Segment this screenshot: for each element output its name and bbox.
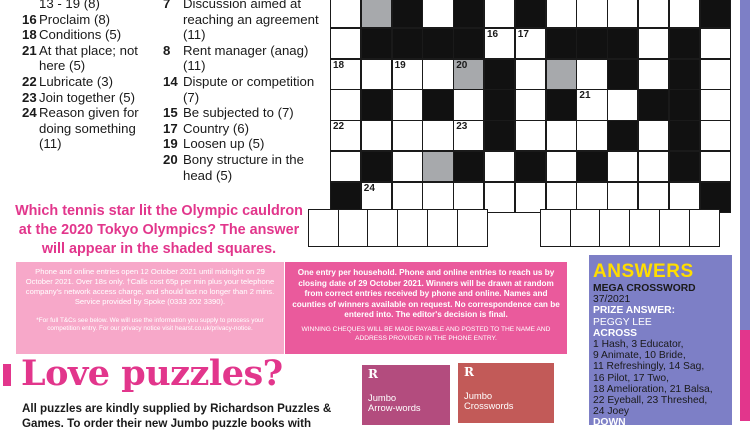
grid-cell-black — [607, 28, 638, 59]
publisher-logo-icon: R — [368, 367, 378, 381]
grid-cell[interactable] — [607, 0, 638, 28]
answer-letter-box[interactable] — [689, 209, 720, 247]
answer-line: 9 Animate, 10 Bride, — [593, 350, 686, 362]
grid-cell-number: 22 — [333, 121, 345, 133]
clue-number: 7 — [163, 0, 171, 11]
clue-number: 15 — [163, 105, 178, 121]
clue-item — [22, 90, 160, 106]
grid-cell-black — [361, 28, 392, 59]
answer-line: 1 Hash, 3 Educator, — [593, 339, 684, 351]
grid-cell[interactable] — [484, 182, 515, 213]
clue-text: Rent manager (anag) (11) — [183, 42, 309, 74]
answer-line: 22 Eyeball, 23 Threshed, — [593, 395, 708, 407]
grid-cell-black — [484, 59, 515, 90]
clue-item — [163, 74, 323, 105]
book-title-line-2: Arrow-words — [368, 402, 421, 414]
grid-cell-shaded[interactable] — [422, 151, 453, 182]
heading-bullet — [3, 364, 11, 386]
entry-info-text: Phone and online entries open 12 October 2021 until midnight on 29 October 2021. Over 18s only. †Calls cost 65p per min plus your telephone company's network access charge, and should last no longer than 2 mins. Service provided by Spoke (0333 202 3390). — [25, 267, 275, 306]
answer-letter-box[interactable] — [427, 209, 458, 247]
clue-text: Join together (5) — [39, 89, 136, 105]
grid-cell-number: 17 — [517, 28, 529, 40]
answer-line: 11 Refreshingly, 14 Sag, — [593, 361, 705, 373]
clue-text: Discussion aimed at reaching an agreement (11) — [183, 0, 319, 43]
grid-cell[interactable] — [515, 59, 546, 90]
grid-cell-black — [546, 89, 577, 120]
grid-cell[interactable] — [546, 151, 577, 182]
grid-cell[interactable] — [392, 59, 423, 90]
grid-cell-black — [361, 89, 392, 120]
grid-cell[interactable] — [422, 0, 453, 28]
grid-cell[interactable] — [515, 120, 546, 151]
grid-cell-black — [392, 0, 423, 28]
grid-cell[interactable] — [576, 89, 607, 120]
supplied-by-text: All puzzles are kindly supplied by Richardson Puzzles & Games. To order their new Jumbo puzzle books with — [22, 402, 332, 430]
grid-cell-black — [484, 89, 515, 120]
answer-line: 16 Pilot, 17 Two, — [593, 372, 669, 384]
clue-text: At that place; not here (5) — [39, 42, 138, 74]
answer-letter-box[interactable] — [540, 209, 571, 247]
answers-title: ANSWERS — [593, 261, 694, 282]
grid-cell[interactable] — [330, 28, 361, 59]
clue-number: 18 — [22, 27, 37, 43]
prize-answer-label: PRIZE ANSWER: — [593, 305, 675, 317]
grid-cell[interactable] — [422, 120, 453, 151]
grid-cell-black — [422, 28, 453, 59]
grid-cell-black — [669, 151, 700, 182]
grid-cell-black — [607, 59, 638, 90]
grid-cell-black — [576, 151, 607, 182]
grid-cell[interactable] — [453, 120, 484, 151]
answer-letter-box[interactable] — [457, 209, 488, 247]
answer-letter-box[interactable] — [599, 209, 630, 247]
clue-text: Proclaim (8) — [39, 11, 111, 27]
clue-text: Country (6) — [183, 120, 249, 136]
grid-cell-number: 23 — [456, 121, 468, 133]
bonus-question: Which tennis star lit the Olympic cauldron at the 2020 Tokyo Olympics? The answer will appear in the shaded squares. — [15, 203, 303, 257]
grid-cell-black — [669, 120, 700, 151]
grid-cell[interactable] — [700, 59, 731, 90]
answer-boxes-word-2[interactable] — [541, 209, 720, 247]
clue-text: Conditions (5) — [39, 27, 122, 43]
answer-line: 24 Joey — [593, 406, 630, 418]
clue-text: Dispute or competition (7) — [183, 73, 315, 105]
love-puzzles-heading: Love puzzles? — [21, 353, 283, 394]
grid-cell[interactable] — [330, 120, 361, 151]
clue-item — [22, 74, 160, 90]
grid-cell[interactable] — [607, 151, 638, 182]
grid-cell-black — [453, 151, 484, 182]
clue-number: 17 — [163, 120, 178, 136]
answer-letter-box[interactable] — [338, 209, 369, 247]
rules-text: One entry per household. Phone and online entries to reach us by closing date of 29 October 2021. Winners will be drawn at random from correct entries received by phone and online. Names and counties of winners available on request. No correspondence can be entered into. The editor's decision is final. — [292, 268, 560, 320]
grid-cell-number: 18 — [333, 59, 345, 71]
grid-cell-number: 16 — [487, 28, 499, 40]
clue-number: 19 — [163, 136, 178, 152]
clue-item — [22, 12, 160, 28]
across-answers — [593, 339, 728, 417]
clue-text: Lubricate (3) — [39, 73, 114, 89]
grid-cell-black — [669, 59, 700, 90]
clue-number: 8 — [163, 42, 171, 58]
grid-cell[interactable] — [422, 59, 453, 90]
grid-cell[interactable] — [484, 28, 515, 59]
grid-cell-black — [361, 151, 392, 182]
clue-text: Loosen up (5) — [183, 136, 265, 152]
grid-cell[interactable] — [700, 28, 731, 59]
grid-cell[interactable] — [330, 59, 361, 90]
grid-cell[interactable] — [515, 89, 546, 120]
answer-letter-box[interactable] — [659, 209, 690, 247]
grid-cell[interactable] — [607, 89, 638, 120]
clue-number: 16 — [22, 11, 37, 27]
book-cover-crosswords — [458, 363, 554, 423]
grid-cell[interactable] — [361, 59, 392, 90]
grid-cell[interactable] — [700, 120, 731, 151]
prize-answer-value: PEGGY LEE — [593, 316, 652, 328]
grid-cell-shaded[interactable] — [453, 59, 484, 90]
answer-boxes-word-1[interactable] — [309, 209, 488, 247]
grid-cell-black — [453, 0, 484, 28]
grid-cell[interactable] — [700, 89, 731, 120]
grid-cell[interactable] — [576, 120, 607, 151]
grid-cell-black — [392, 28, 423, 59]
clues-left-column — [22, 0, 160, 152]
clues-down-column — [163, 0, 323, 183]
grid-cell-black — [669, 28, 700, 59]
clue-item — [163, 105, 323, 121]
grid-cell[interactable] — [330, 89, 361, 120]
down-label: DOWN — [593, 417, 626, 429]
answer-letter-box[interactable] — [367, 209, 398, 247]
answers-box — [589, 255, 732, 429]
grid-cell-black — [515, 0, 546, 28]
grid-cell[interactable] — [392, 120, 423, 151]
clue-text: 13 - 19 (8) — [39, 0, 100, 11]
clue-item — [22, 0, 160, 12]
clue-item — [22, 27, 160, 43]
grid-cell[interactable] — [700, 151, 731, 182]
answer-line: 18 Amelioration, 21 Balsa, — [593, 383, 713, 395]
answers-issue: 37/2021 — [593, 294, 631, 306]
clue-text: Reason given for doing something (11) — [39, 105, 139, 152]
grid-cell[interactable] — [638, 59, 669, 90]
grid-cell[interactable] — [576, 59, 607, 90]
grid-cell-shaded[interactable] — [546, 59, 577, 90]
answer-letter-box[interactable] — [308, 209, 339, 247]
entry-info-panel — [16, 262, 284, 354]
grid-cell[interactable] — [453, 89, 484, 120]
book-title-line-1: Jumbo — [464, 390, 493, 401]
grid-cell[interactable] — [638, 0, 669, 28]
grid-cell-black — [515, 151, 546, 182]
grid-cell-black — [546, 28, 577, 59]
grid-cell[interactable] — [330, 151, 361, 182]
grid-cell[interactable] — [638, 151, 669, 182]
grid-cell-number: 20 — [456, 59, 468, 71]
answer-letter-box[interactable] — [570, 209, 601, 247]
clue-number: 21 — [22, 42, 37, 58]
clue-number — [22, 0, 39, 12]
answer-letter-box[interactable] — [629, 209, 660, 247]
grid-cell[interactable] — [638, 28, 669, 59]
clue-text: Be subjected to (7) — [183, 105, 294, 121]
clue-item — [163, 0, 323, 43]
grid-cell[interactable] — [361, 120, 392, 151]
grid-cell-black — [484, 120, 515, 151]
grid-cell-black — [669, 89, 700, 120]
grid-cell-black — [453, 28, 484, 59]
grid-cell[interactable] — [546, 120, 577, 151]
grid-cell-number: 19 — [394, 59, 406, 71]
clue-number: 24 — [22, 105, 37, 121]
grid-cell-shaded[interactable] — [361, 0, 392, 28]
across-label: ACROSS — [593, 327, 638, 339]
grid-cell[interactable] — [484, 0, 515, 28]
publisher-logo-icon: R — [464, 365, 474, 379]
clue-item — [22, 43, 160, 74]
clue-number: 20 — [163, 151, 178, 167]
clue-item — [163, 152, 323, 183]
grid-cell[interactable] — [546, 0, 577, 28]
edge-strip — [740, 0, 750, 421]
clue-number: 14 — [163, 73, 178, 89]
grid-cell-black — [700, 0, 731, 28]
privacy-info-text: *For full T&Cs see below. We will use the information you supply to process your competition entry. For our privacy notice visit hearst.co.uk/privacy-notice. — [36, 317, 264, 332]
clue-item — [163, 43, 323, 74]
rules-panel — [285, 262, 567, 354]
grid-cell-black — [638, 89, 669, 120]
grid-cell[interactable] — [484, 151, 515, 182]
answer-letter-box[interactable] — [397, 209, 428, 247]
grid-cell[interactable] — [669, 0, 700, 28]
book-title-line-1: Jumbo — [368, 392, 397, 403]
grid-cell[interactable] — [638, 120, 669, 151]
clue-item — [22, 105, 160, 152]
book-cover-arrow-words — [362, 365, 450, 425]
clue-text: Bony structure in the head (5) — [183, 151, 304, 183]
grid-cell-number: 24 — [363, 182, 375, 194]
clue-number: 23 — [22, 89, 37, 105]
answers-subtitle: MEGA CROSSWORD — [593, 283, 696, 294]
grid-cell[interactable] — [392, 89, 423, 120]
clue-item — [163, 121, 323, 137]
clue-number: 22 — [22, 73, 37, 89]
grid-cell[interactable] — [330, 0, 361, 28]
cheques-text: WINNING CHEQUES WILL BE MADE PAYABLE AND POSTED TO THE NAME AND ADDRESS PROVIDED IN THE PHONE ENTRY. — [301, 325, 551, 342]
grid-cell[interactable] — [515, 28, 546, 59]
grid-cell-black — [607, 120, 638, 151]
grid-cell[interactable] — [392, 151, 423, 182]
grid-cell-black — [422, 89, 453, 120]
grid-cell-black — [576, 28, 607, 59]
edge-strip-accent — [740, 330, 750, 421]
grid-cell-number: 21 — [579, 90, 591, 102]
grid-cell[interactable] — [576, 0, 607, 28]
book-title-line-2: Crosswords — [464, 400, 514, 412]
clue-item — [163, 136, 323, 152]
